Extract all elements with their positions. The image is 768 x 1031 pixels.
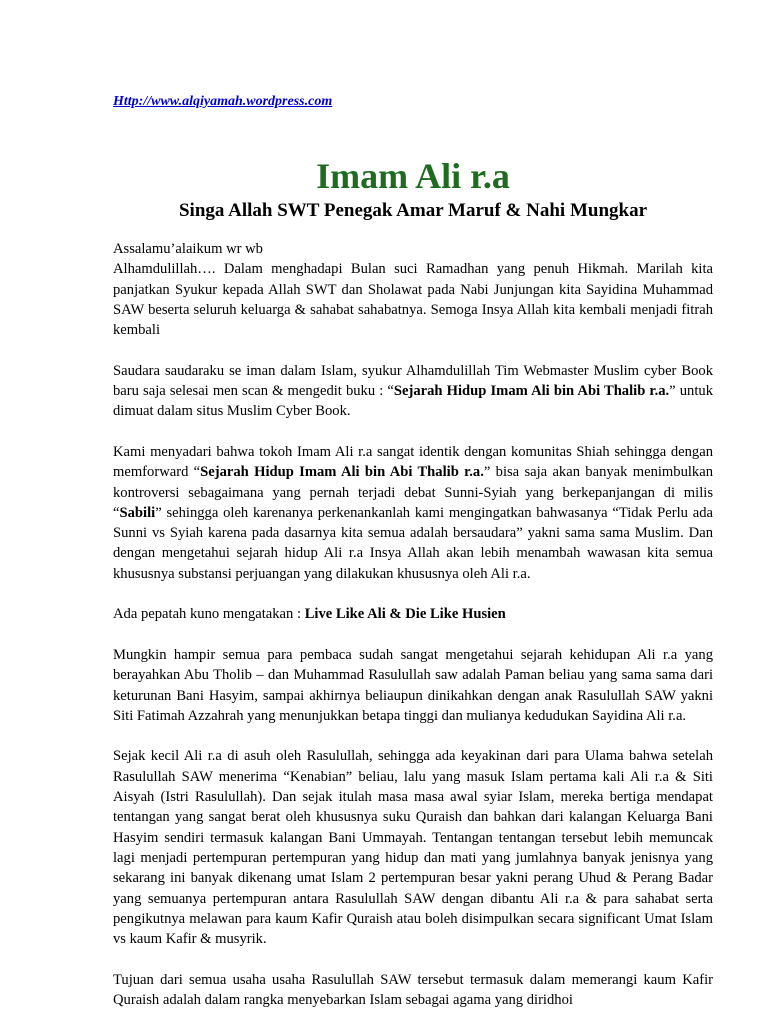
milis-name-bold: Sabili bbox=[119, 504, 156, 521]
announcement-text-pre: Saudara saudaraku se iman dalam Islam, syukur Alhamdulillah Tim Webmaster Muslim cyber Book baru saja selesai men scan & mengedit buku : “ bbox=[113, 362, 713, 400]
controversy-text-mid: ” bisa saja akan banyak menimbulkan kontroversi sebagaimana yang pernah terjadi debat Sunni-Syiah yang berkepanjangan di milis “ bbox=[113, 464, 713, 521]
page-title: Imam Ali r.a bbox=[316, 156, 510, 196]
paragraph-intro bbox=[113, 239, 713, 340]
announcement-text-post: ” untuk dimuat dalam situs Muslim Cyber Book. bbox=[113, 383, 713, 420]
paragraph-controversy bbox=[113, 442, 713, 584]
intro-text: Alhamdulillah…. Dalam menghadapi Bulan suci Ramadhan yang penuh Hikmah. Marilah kita panjatkan Syukur kepada Allah SWT dan Sholawat pada Nabi Junjungan kita Sayidina Muhammad SAW beserta seluruh keluarga & sahabat sahabatnya. Semoga Insya Allah kita kembali menjadi fitrah kembali bbox=[113, 261, 713, 339]
proverb-bold: Live Like Ali & Die Like Husien bbox=[304, 606, 506, 623]
paragraph-history: Mungkin hampir semua para pembaca sudah sangat mengetahui sejarah kehidupan Ali r.a yang berayahkan Abu Tholib – dan Muhammad Rasulullah saw adalah Paman beliau yang sama sama dari keturunan Bani Hasyim, sampai akhirnya beliaupun dinikahkan dengan anak Rasulullah SAW yakni Siti Fatimah Azzahrah yang menunjukkan betapa tinggi dan mulianya kedudukan Sayidina Ali r.a. bbox=[113, 646, 713, 724]
controversy-text-post: ” sehingga oleh karenanya perkenankanlah kami mengingatkan bahwasanya “Tidak Perlu ada Sunni vs Syiah karena pada dasarnya kita semua adalah bersaudara” yakni sama sama Muslim. Dan dengan mengetahui sejarah hidup Ali r.a Insya Allah akan lebih menambah wawasan kita semua khususnya substansi perjuangan yang dilakukan khususnya oleh Ali r.a. bbox=[113, 504, 713, 582]
website-link[interactable]: Http://www.alqiyamah.wordpress.com bbox=[113, 94, 333, 109]
greeting-text: Assalamu’alaikum wr wb bbox=[113, 241, 263, 257]
controversy-text-pre: Kami menyadari bahwa tokoh Imam Ali r.a sangat identik dengan komunitas Shiah sehingga dengan memforward “ bbox=[113, 443, 713, 481]
book-title-bold-2: Sejarah Hidup Imam Ali bin Abi Thalib r.a. bbox=[200, 464, 484, 481]
paragraph-proverb bbox=[113, 604, 713, 624]
book-title-bold: Sejarah Hidup Imam Ali bin Abi Thalib r.a. bbox=[393, 383, 670, 400]
paragraph-purpose: Tujuan dari semua usaha usaha Rasulullah SAW tersebut termasuk dalam memerangi kaum Kafir Quraish adalah dalam rangka menyebarkan Islam sebagai agama yang diridhoi bbox=[113, 971, 713, 1008]
paragraph-childhood: Sejak kecil Ali r.a di asuh oleh Rasulullah, sehingga ada keyakinan dari para Ulama bahwa setelah Rasulullah SAW menerima “Kenabian” beliau, lalu yang masuk Islam pertama kali Ali r.a & Siti Aisyah (Istri Rasulullah). Dan sejak itulah masa masa awal syiar Islam, mereka bertiga mendapat tentangan yang sangat berat oleh khususnya suku Quraish dan bahkan dari kalangan Keluarga Bani Hasyim sendiri termasuk kalangan Bani Ummayah. Tentangan tentangan tersebut lebih memuncak lagi menjadi pertempuran pertempuran yang hidup dan mati yang jumlahnya banyak jenisnya yang sekarang ini banyak dikenang umat Islam 2 pertempuran besar yakni perang Uhud & Perang Badar yang semuanya pertempuran antara Rasulullah SAW dengan dibantu Ali r.a & para sahabat serta pengikutnya melawan para kaum Kafir Quraish atau boleh disimpulkan secara significant Umat Islam vs kaum Kafir & musyrik. bbox=[113, 748, 713, 948]
paragraph-announcement bbox=[113, 361, 713, 422]
proverb-text-pre: Ada pepatah kuno mengatakan : bbox=[113, 606, 305, 623]
page-subtitle: Singa Allah SWT Penegak Amar Maruf & Nahi Mungkar bbox=[178, 200, 648, 221]
article-body bbox=[113, 239, 713, 1031]
